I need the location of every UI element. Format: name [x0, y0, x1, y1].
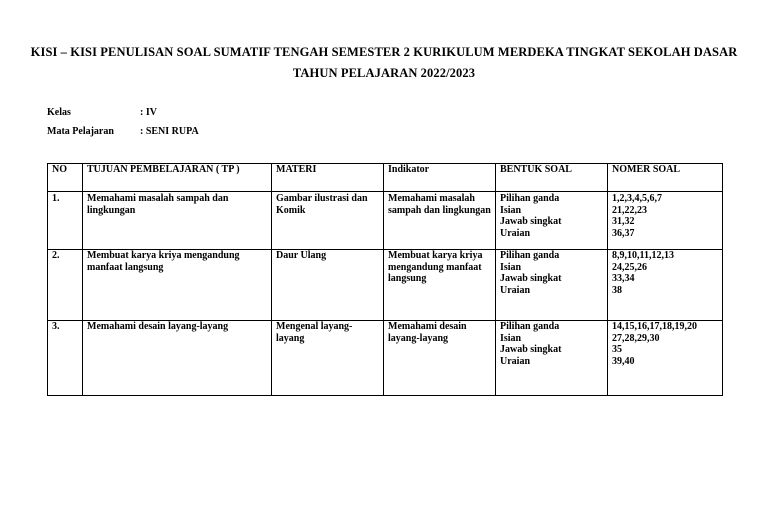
- nomer-item: 24,25,26: [612, 261, 647, 273]
- document-subtitle-year: TAHUN PELAJARAN 2022/2023: [292, 66, 476, 80]
- nomer-item: 14,15,16,17,18,19,20: [612, 321, 697, 332]
- table-row: [48, 250, 723, 321]
- mapel-value: : SENI RUPA: [140, 126, 199, 137]
- bentuk-item: Pilihan ganda: [500, 193, 560, 204]
- bentuk-item: Jawab singkat: [500, 273, 562, 284]
- kelas-value: : IV: [140, 107, 157, 118]
- cell-tujuan: Memahami masalah sampah dan lingkungan: [83, 192, 272, 250]
- nomer-item: 21,22,23: [612, 204, 647, 216]
- cell-materi: Daur Ulang: [272, 250, 384, 321]
- bentuk-item: Isian: [500, 204, 522, 216]
- cell-materi: Mengenal layang-layang: [272, 321, 384, 396]
- cell-nomer-soal: [608, 321, 723, 396]
- cell-indikator: Memahami desain layang-layang: [384, 321, 496, 396]
- nomer-item: 1,2,3,4,5,6,7: [612, 193, 662, 204]
- cell-indikator: Membuat karya kriya mengandung manfaat langsung: [384, 250, 496, 321]
- nomer-item: 35: [612, 344, 622, 355]
- col-header-no: NO: [48, 164, 83, 192]
- cell-tujuan: Membuat karya kriya mengandung manfaat langsung: [83, 250, 272, 321]
- nomer-item: 33,34: [612, 273, 635, 284]
- cell-bentuk-soal: [496, 250, 608, 321]
- cell-indikator: Memahami masalah sampah dan lingkungan: [384, 192, 496, 250]
- nomer-item: 39,40: [612, 355, 635, 367]
- cell-bentuk-soal: [496, 192, 608, 250]
- bentuk-item: Uraian: [500, 284, 530, 296]
- cell-no: 3.: [48, 321, 83, 396]
- kelas-label: Kelas: [47, 107, 71, 118]
- nomer-item: 27,28,29,30: [612, 332, 660, 344]
- nomer-item: 31,32: [612, 216, 635, 227]
- mapel-label: Mata Pelajaran: [47, 126, 114, 137]
- cell-nomer-soal: [608, 192, 723, 250]
- bentuk-item: Isian: [500, 261, 522, 273]
- col-header-materi: MATERI: [272, 164, 384, 192]
- document-title: KISI – KISI PENULISAN SOAL SUMATIF TENGAH SEMESTER 2 KURIKULUM MERDEKA TINGKAT SEKOLAH DASAR: [30, 45, 738, 59]
- bentuk-item: Isian: [500, 332, 522, 344]
- bentuk-item: Jawab singkat: [500, 216, 562, 227]
- kisi-kisi-table: [47, 163, 723, 396]
- table-row: [48, 321, 723, 396]
- cell-no: 1.: [48, 192, 83, 250]
- cell-bentuk-soal: [496, 321, 608, 396]
- col-header-indikator: Indikator: [384, 164, 496, 192]
- nomer-item: 38: [612, 284, 622, 296]
- table-header-row: [48, 164, 723, 192]
- bentuk-item: Pilihan ganda: [500, 321, 560, 332]
- cell-nomer-soal: [608, 250, 723, 321]
- cell-materi: Gambar ilustrasi dan Komik: [272, 192, 384, 250]
- bentuk-item: Pilihan ganda: [500, 250, 560, 261]
- col-header-bentuk-soal: BENTUK SOAL: [496, 164, 608, 192]
- bentuk-item: Uraian: [500, 227, 530, 239]
- col-header-tujuan: TUJUAN PEMBELAJARAN ( TP ): [83, 164, 272, 192]
- table-row: [48, 192, 723, 250]
- bentuk-item: Uraian: [500, 355, 530, 367]
- bentuk-item: Jawab singkat: [500, 344, 562, 355]
- nomer-item: 8,9,10,11,12,13: [612, 250, 674, 261]
- nomer-item: 36,37: [612, 227, 635, 239]
- cell-no: 2.: [48, 250, 83, 321]
- col-header-nomer-soal: NOMER SOAL: [608, 164, 723, 192]
- cell-tujuan: Memahami desain layang-layang: [83, 321, 272, 396]
